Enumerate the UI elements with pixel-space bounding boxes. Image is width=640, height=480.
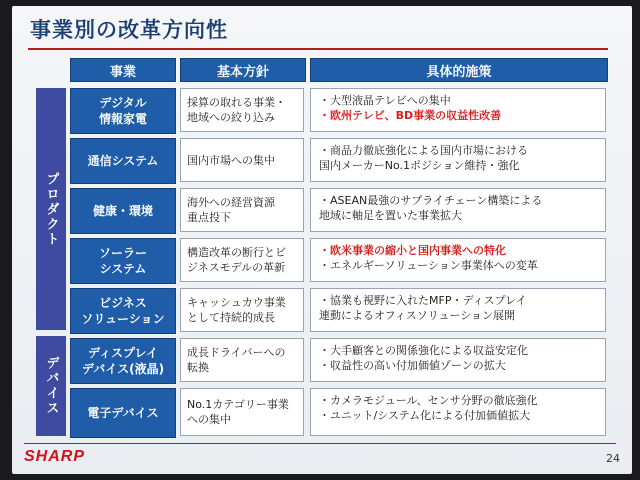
measure-item: ・欧州テレビ、BD事業の収益性改善 xyxy=(319,109,502,122)
footer-divider xyxy=(24,443,616,444)
measures-cell xyxy=(310,338,606,382)
policy-cell: 採算の取れる事業・ 地域への絞り込み xyxy=(180,88,304,132)
page-title: 事業別の改革方向性 xyxy=(30,18,228,42)
header-business: 事業 xyxy=(70,58,176,82)
policy-cell: 成長ドライバーへの 転換 xyxy=(180,338,304,382)
measure-item: ・エネルギーソリューション事業体への変革 xyxy=(319,259,538,272)
measure-item: ・大手顧客との関係強化による収益安定化 xyxy=(319,344,528,357)
title-divider xyxy=(28,48,608,50)
policy-cell: キャッシュカウ事業 として持続的成長 xyxy=(180,288,304,332)
business-cell: 通信システム xyxy=(70,138,176,184)
policy-cell: No.1カテゴリー事業 への集中 xyxy=(180,388,304,436)
page-number: 24 xyxy=(606,452,620,465)
measure-item: ・カメラモジュール、センサ分野の徹底強化 xyxy=(319,394,538,407)
business-cell: 健康・環境 xyxy=(70,188,176,234)
measures-cell xyxy=(310,88,606,132)
policy-cell: 構造改革の断行とビ ジネスモデルの革新 xyxy=(180,238,304,282)
sharp-logo: SHARP xyxy=(24,448,86,465)
measures-cell xyxy=(310,388,606,436)
measure-item: ・欧米事業の縮小と国内事業への特化 xyxy=(319,244,506,257)
measures-cell xyxy=(310,138,606,182)
measures-cell xyxy=(310,288,606,332)
business-cell: ソーラー システム xyxy=(70,238,176,284)
business-cell: 電子デバイス xyxy=(70,388,176,438)
measure-item: ・大型液晶テレビへの集中 xyxy=(319,94,451,107)
header-policy: 基本方針 xyxy=(180,58,306,82)
business-cell: デジタル 情報家電 xyxy=(70,88,176,134)
policy-cell: 海外への経営資源 重点投下 xyxy=(180,188,304,232)
measure-item: ・ASEAN最強のサプライチェーン構築による 地域に軸足を置いた事業拡大 xyxy=(319,194,543,222)
measure-item: ・ユニット/システム化による付加価値拡大 xyxy=(319,409,531,422)
header-measures: 具体的施策 xyxy=(310,58,608,82)
measures-cell xyxy=(310,188,606,232)
measures-cell xyxy=(310,238,606,282)
measure-item: ・収益性の高い付加価値ゾーンの拡大 xyxy=(319,359,506,372)
business-cell: ディスプレイ デバイス(液晶) xyxy=(70,338,176,384)
business-cell: ビジネス ソリューション xyxy=(70,288,176,334)
measure-item: ・商品力徹底強化による国内市場における 国内メーカーNo.1ポジション維持・強化 xyxy=(319,144,528,172)
group-label-device: デバイス xyxy=(36,336,66,436)
measure-item: ・協業も視野に入れたMFP・ディスプレイ 連動によるオフィスソリューション展開 xyxy=(319,294,527,322)
policy-cell: 国内市場への集中 xyxy=(180,138,304,182)
group-label-product: プロダクト xyxy=(36,88,66,330)
